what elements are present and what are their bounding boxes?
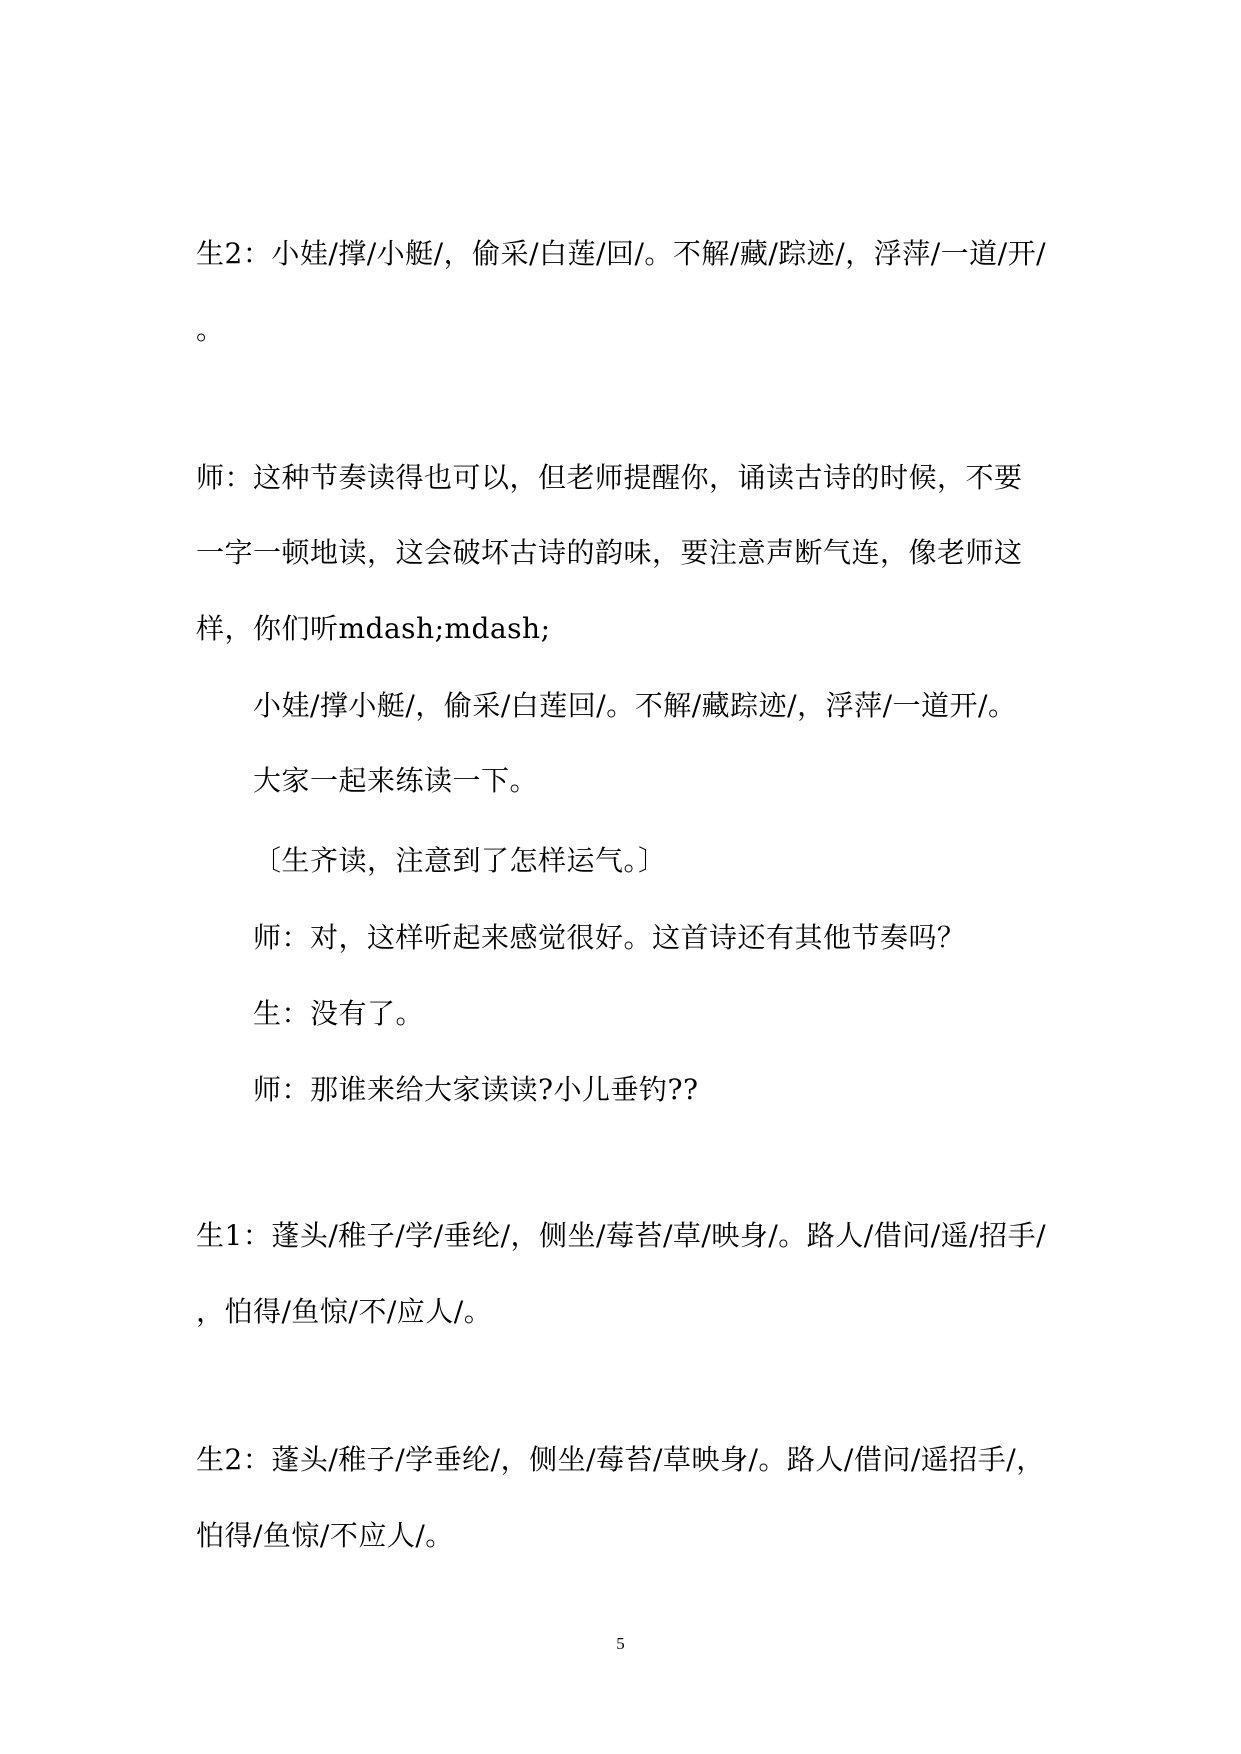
text-line: 大家一起来练读一下。 [253,764,539,797]
text-line: 生2：蓬头/稚子/学垂纶/，侧坐/莓苔/草映身/。路人/借问/遥招手/， [196,1443,1045,1476]
text-line: 。 [196,313,225,346]
text-line: 师：那谁来给大家读读?小儿垂钓?? [253,1073,699,1106]
text-line: 师：这种节奏读得也可以，但老师提醒你，诵读古诗的时候，不要 [196,461,1023,494]
text-line: 小娃/撑小艇/，偷采/白莲回/。不解/藏踪迹/，浮萍/一道开/。 [253,689,1017,722]
text-line: 生1：蓬头/稚子/学/垂纶/，侧坐/莓苔/草/映身/。路人/借问/遥/招手/ [196,1219,1047,1252]
text-line: 怕得/鱼惊/不应人/。 [196,1519,454,1552]
page-number: 5 [616,1634,625,1653]
text-line: 〔生齐读，注意到了怎样运气。〕 [253,844,667,877]
text-line: 一字一顿地读，这会破坏古诗的韵味，要注意声断气连，像老师这 [196,536,1023,569]
text-line: 生2：小娃/撑/小艇/，偷采/白莲/回/。不解/藏/踪迹/，浮萍/一道/开/ [196,237,1047,270]
text-line: 样，你们听mdash;mdash; [196,612,551,645]
text-line: 师：对，这样听起来感觉很好。这首诗还有其他节奏吗？ [253,921,966,954]
text-line: ，怕得/鱼惊/不/应人/。 [196,1295,493,1328]
text-line: 生：没有了。 [253,997,425,1030]
